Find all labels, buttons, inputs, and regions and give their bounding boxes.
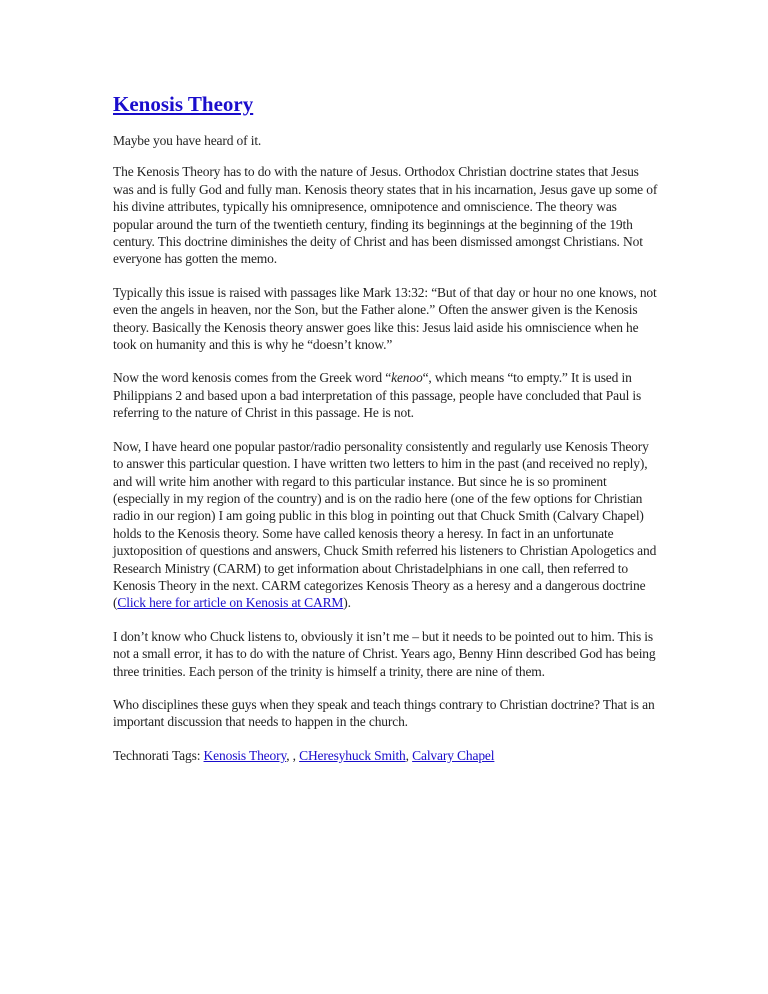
- paragraph-mark-13-32: Typically this issue is raised with passages like Mark 13:32: “But of that day or hour no one knows, not even the angels in heaven, nor the Son, but the Father alone.” Often the answer given is the Kenosis theory. Basically the Kenosis theory answer goes like this: Jesus laid aside his omniscience when he took on humanity and this is why he “doesn’t know.”: [113, 284, 657, 353]
- greek-word-before: Now the word kenosis comes from the Greek word “: [113, 370, 392, 386]
- paragraph-chuck-smith: [113, 438, 658, 612]
- tag-link-chuck-smith[interactable]: CHeresyhuck Smith: [299, 747, 406, 763]
- chuck-smith-text: Now, I have heard one popular pastor/radio personality consistently and regularly use Kenosis Theory to answer this particular question. I have written two letters to him in the past (and received no reply), and will write him another with regard to this particular instance. But since he is so prominent (especially in my region of the country) and is on the radio here (one of the few options for Christian radio in our region) I am going public in this blog in pointing out that Chuck Smith (Calvary Chapel) holds to the Kenosis theory. Some have called kenosis theory a heresy. In fact in an unfortunate juxtoposition of questions and answers, Chuck Smith referred his listeners to Christian Apologetics and Research Ministry (CARM) to get information about Christadelphians in one call, then referred to Kenosis Theory in the next. CARM categorizes Kenosis Theory as a heresy and a dangerous doctrine (: [113, 438, 657, 611]
- page-title: [113, 90, 658, 118]
- paragraph-nature-of-jesus: The Kenosis Theory has to do with the nature of Jesus. Orthodox Christian doctrine states that Jesus was and is fully God and fully man. Kenosis theory states that in his incarnation, Jesus gave up some of his divine attributes, typically his omnipresence, omnipotence and omniscience. The theory was popular around the turn of the twentieth century, finding its beginnings at the beginning of the 19th century. This doctrine diminishes the deity of Christ and has been dismissed amongst Christians. Not everyone has gotten the memo.: [113, 164, 658, 267]
- greek-word-after: “, which means “to empty.” It is used in Philippians 2 and based upon a bad interpretation of this passage, people have concluded that Paul is referring to the nature of Christ in this passage. He is not.: [113, 370, 642, 421]
- chuck-smith-end: ).: [343, 595, 351, 611]
- greek-word-kenoo: kenoo: [391, 370, 423, 386]
- tag-link-calvary-chapel[interactable]: Calvary Chapel: [412, 747, 495, 763]
- tag-link-kenosis-theory[interactable]: Kenosis Theory: [203, 747, 287, 763]
- carm-article-link[interactable]: Click here for article on Kenosis at CARM: [117, 595, 344, 611]
- tags-label: Technorati Tags:: [113, 747, 204, 763]
- document-page: [113, 90, 658, 780]
- title-link[interactable]: Kenosis Theory: [113, 92, 254, 116]
- intro-paragraph: Maybe you have heard of it.: [113, 133, 262, 148]
- paragraph-benny-hinn: I don’t know who Chuck listens to, obviously it isn’t me – but it needs to be pointed out to him. This is not a small error, it has to do with the nature of Christ. Years ago, Benny Hinn described God has being three trinities. Each person of the trinity is himself a trinity, there are nine of them.: [113, 628, 656, 679]
- paragraph-greek-word: [113, 369, 658, 421]
- tags-separator: ,: [405, 747, 413, 763]
- tags-separator: , ,: [286, 747, 300, 763]
- technorati-tags: [113, 747, 658, 764]
- paragraph-who-disciplines: Who disciplines these guys when they speak and teach things contrary to Christian doctrine? That is an important discussion that needs to happen in the church.: [113, 696, 655, 730]
